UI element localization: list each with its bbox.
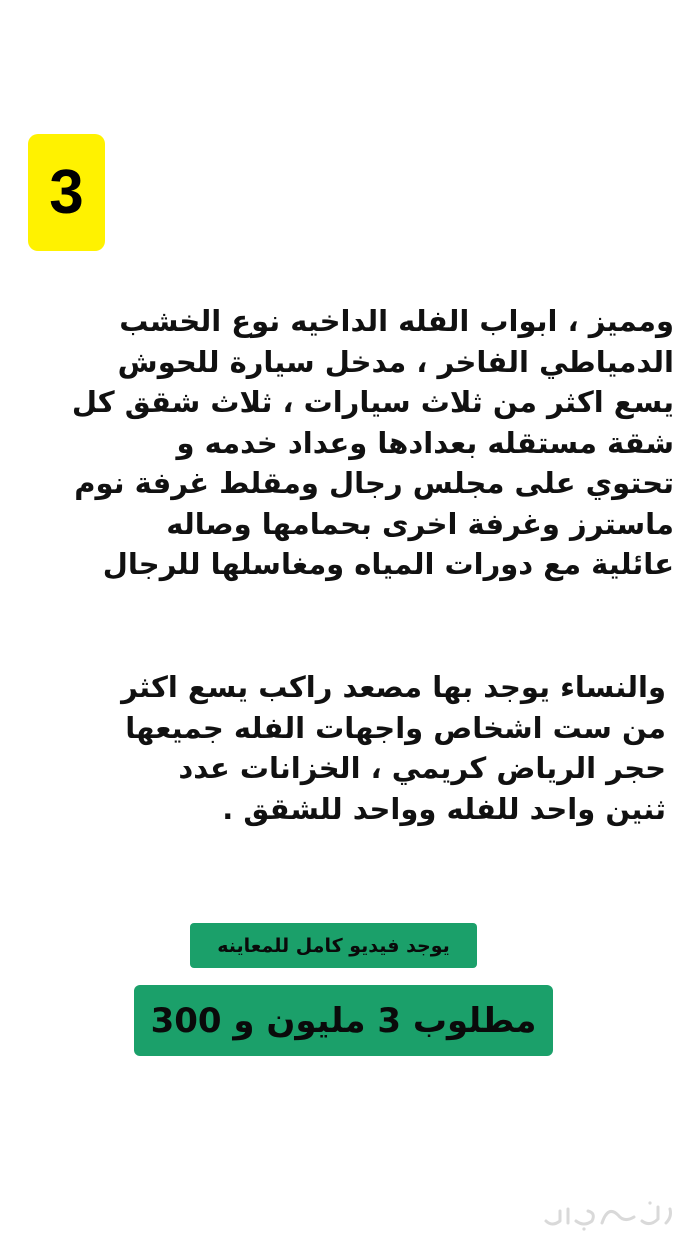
price-box: مطلوب 3 مليون و 300 bbox=[134, 985, 553, 1056]
description-line: ثنين واحد للفله وواحد للشقق . bbox=[222, 791, 666, 826]
description-line: شقة مستقله بعدادها وعداد خدمه و bbox=[176, 425, 674, 460]
number-badge: 3 bbox=[28, 134, 105, 251]
description-paragraph-1 bbox=[72, 301, 674, 585]
video-available-note: يوجد فيديو كامل للمعاينه bbox=[190, 923, 477, 968]
description-line: والنساء يوجد بها مصعد راكب يسع اكثر bbox=[121, 670, 666, 704]
description-line: حجر الرياض كريمي ، الخزانات عدد bbox=[178, 751, 666, 785]
description-line: ومميز ، ابواب الفله الداخيه نوع الخشب bbox=[119, 304, 674, 338]
description-line: تحتوي على مجلس رجال ومقلط غرفة نوم bbox=[74, 466, 674, 500]
description-paragraph-2 bbox=[121, 667, 666, 829]
description-line: من ست اشخاص واجهات الفله جميعها bbox=[125, 710, 666, 745]
description-line: يسع اكثر من ثلاث سيارات ، ثلاث شقق كل bbox=[71, 385, 674, 419]
description-line: ماسترز وغرفة اخرى بحمامها وصاله bbox=[166, 506, 674, 541]
description-line: عائلية مع دورات المياه ومغاسلها للرجال bbox=[102, 547, 674, 581]
haraj-logo-watermark-icon bbox=[538, 1197, 678, 1233]
description-line: الدمياطي الفاخر ، مدخل سيارة للحوش bbox=[117, 344, 674, 379]
